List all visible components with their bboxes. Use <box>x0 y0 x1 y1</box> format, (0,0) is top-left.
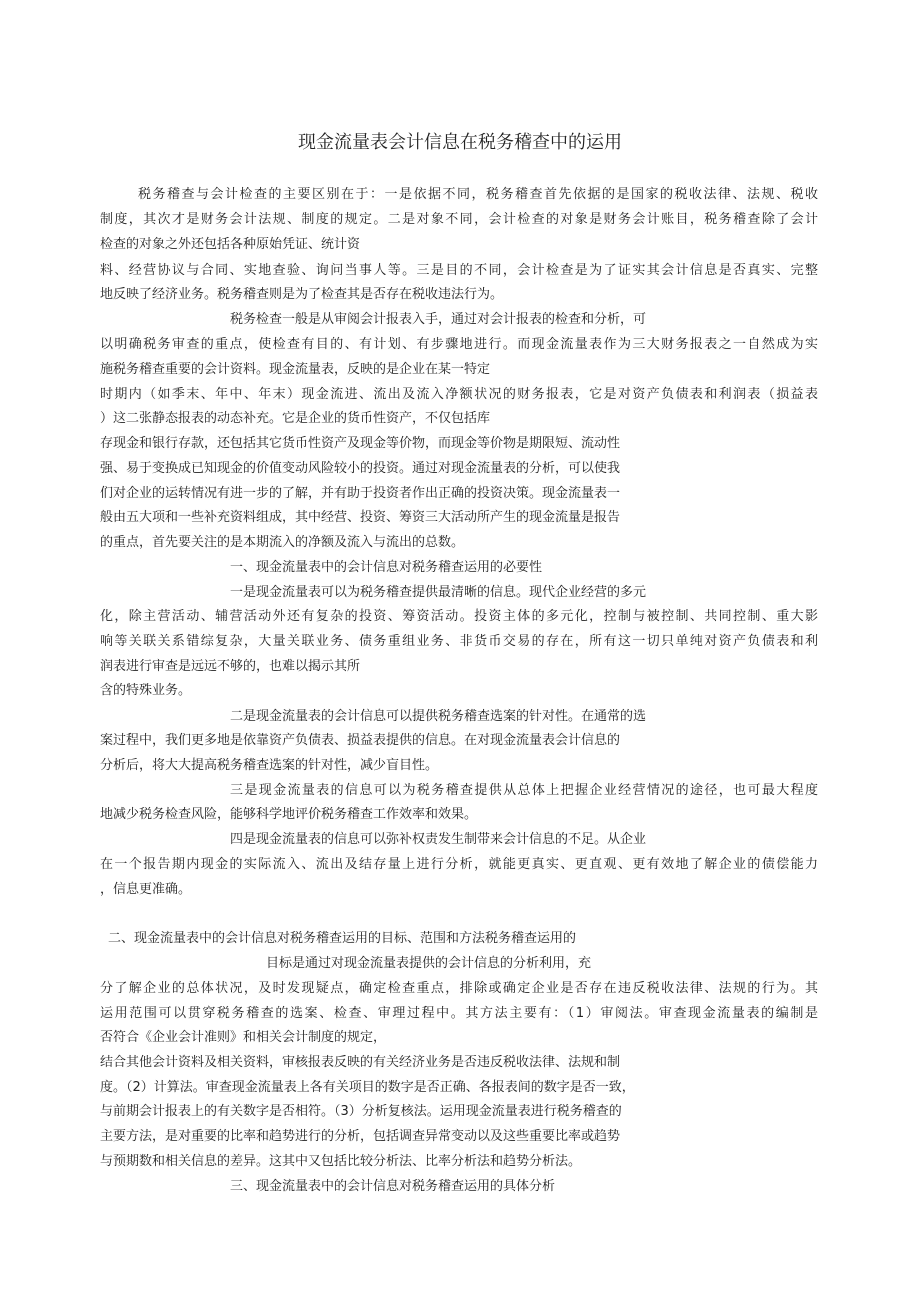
text-line: 与前期会计报表上的有关数字是否相符。（3）分析复核法。运用现金流量表进行税务稽查的 <box>100 1104 622 1119</box>
text-line: 税务稽查与会计检查的主要区别在于：一是依据不同，税务稽查首先依据的是国家的税收法律、法规、税收 <box>138 187 818 202</box>
text-line: 二是现金流量表的会计信息可以提供税务稽查选案的针对性。在通常的选 <box>230 709 647 724</box>
text-line: 地减少税务检查风险，能够科学地评价税务稽查工作效率和效果。 <box>100 807 478 822</box>
text-line: 润表进行审查是远远不够的，也难以揭示其所 <box>100 659 361 674</box>
text-line: 强、易于变换成已知现金的价值变动风险较小的投资。通过对现金流量表的分析，可以使我 <box>100 461 621 476</box>
text-line: 目标是通过对现金流量表提供的会计信息的分析利用，充 <box>266 956 592 971</box>
text-line: ）这二张静态报表的动态补充。它是企业的货币性资产，不仅包括库 <box>100 411 491 426</box>
text-line: 结合其他会计资料及相关资料，审核报表反映的有关经济业务是否违反税收法律、法规和制 <box>100 1055 621 1070</box>
text-line: 们对企业的运转情况有进一步的了解，并有助于投资者作出正确的投资决策。现金流量表一 <box>100 486 621 501</box>
text-line: 税务检查一般是从审阅会计报表入手，通过对会计报表的检查和分析，可 <box>230 312 647 327</box>
text-line: 度。（2）计算法。审查现金流量表上各有关项目的数字是否正确、各报表间的数字是否一致， <box>100 1080 635 1095</box>
text-line: 地反映了经济业务。税务稽查则是为了检查其是否存在税收违法行为。 <box>100 287 504 302</box>
text-line: 存现金和银行存款，还包括其它货币性资产及现金等价物，而现金等价物是期限短、流动性 <box>100 436 621 451</box>
text-line: 含的特殊业务。 <box>100 683 192 698</box>
section-heading: 一、现金流量表中的会计信息对税务稽查运用的必要性 <box>230 560 543 575</box>
text-line: 三是现金流量表的信息可以为税务稽查提供从总体上把握企业经营情况的途径，也可最大程度 <box>230 783 818 798</box>
text-line: 般由五大项和一些补充资料组成，其中经营、投资、筹资三大活动所产生的现金流量是报告 <box>100 510 621 525</box>
text-line: 施税务稽查重要的会计资料。现金流量表，反映的是企业在某一特定 <box>100 362 491 377</box>
text-line: 分析后，将大大提高税务稽查选案的针对性，减少盲目性。 <box>100 758 439 773</box>
text-line: 分了解企业的总体状况，及时发现疑点，确定检查重点，排除或确定企业是否存在违反税收法律、法规的行为。其 <box>100 981 818 996</box>
text-line: 主要方法，是对重要的比率和趋势进行的分析，包括调查异常变动以及这些重要比率或趋势 <box>100 1129 621 1144</box>
text-line: 制度，其次才是财务会计法规、制度的规定。二是对象不同，会计检查的对象是财务会计账目，税务稽查除了会计 <box>100 212 818 227</box>
text-line: 化，除主营活动、辅营活动外还有复杂的投资、筹资活动。投资主体的多元化，控制与被控制、共同控制、重大影 <box>100 609 818 624</box>
text-line: 响等关联关系错综复杂，大量关联业务、债务重组业务、非货币交易的存在，所有这一切只单纯对资产负债表和利 <box>100 634 818 649</box>
text-line: 检查的对象之外还包括各种原始凭证、统计资 <box>100 237 361 252</box>
text-line: 否符合《企业会计准则》和相关会计制度的规定， <box>100 1030 387 1045</box>
text-line: 案过程中，我们更多地是依靠资产负债表、损益表提供的信息。在对现金流量表会计信息的 <box>100 733 621 748</box>
section-heading: 三、现金流量表中的会计信息对税务稽查运用的具体分析 <box>230 1179 556 1194</box>
text-line: 在一个报告期内现金的实际流入、流出及结存量上进行分析，就能更真实、更直观、更有效地了解企业的债偿能力 <box>100 857 818 872</box>
page-title: 现金流量表会计信息在税务稽查中的运用 <box>298 132 622 153</box>
section-heading: 二、现金流量表中的会计信息对税务稽查运用的目标、范围和方法税务稽查运用的 <box>108 931 577 946</box>
text-line: ，信息更准确。 <box>100 882 192 897</box>
text-line: 时期内（如季末、年中、年末）现金流进、流出及流入净额状况的财务报表，它是对资产负债表和利润表（损益表 <box>100 387 818 402</box>
text-line: 与预期数和相关信息的差异。这其中又包括比较分析法、比率分析法和趋势分析法。 <box>100 1154 582 1169</box>
text-line: 料、经营协议与合同、实地查验、询问当事人等。三是目的不同，会计检查是为了证实其会计信息是否真实、完整 <box>100 263 818 278</box>
text-line: 运用范围可以贯穿税务稽查的选案、检查、审理过程中。其方法主要有：（1）审阅法。审查现金流量表的编制是 <box>100 1006 818 1021</box>
text-line: 四是现金流量表的信息可以弥补权责发生制带来会计信息的不足。从企业 <box>230 832 647 847</box>
text-line: 以明确税务审查的重点，使检查有目的、有计划、有步骤地进行。而现金流量表作为三大财务报表之一自然成为实 <box>100 337 818 352</box>
text-line: 一是现金流量表可以为税务稽查提供最清晰的信息。现代企业经营的多元 <box>230 585 647 600</box>
text-line: 的重点，首先要关注的是本期流入的净额及流入与流出的总数。 <box>100 535 465 550</box>
